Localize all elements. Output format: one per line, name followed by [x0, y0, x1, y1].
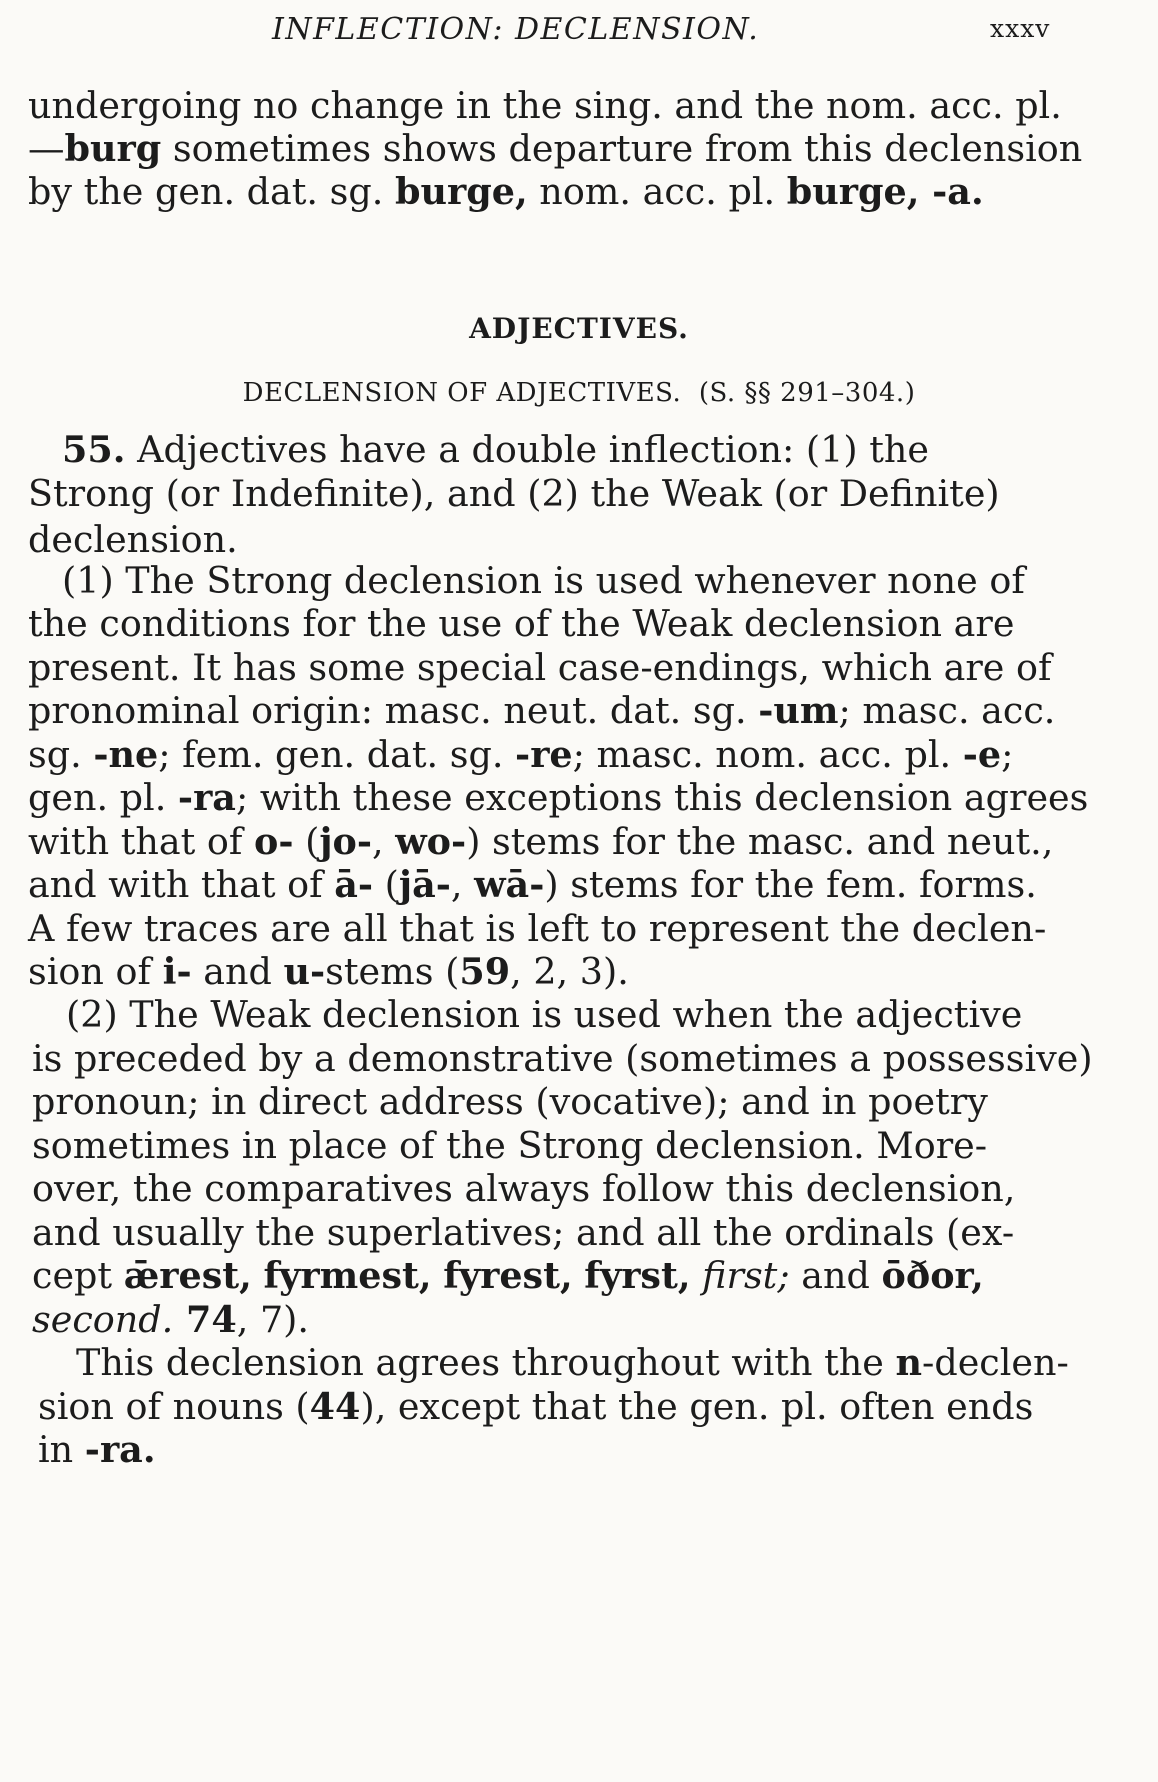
strong-line-2: the conditions for the use of the Weak declension are [28, 602, 1015, 645]
strong-line-6: gen. pl. -ra; with these exceptions this declension agrees [28, 776, 1089, 819]
weak-line-2: is preceded by a demonstrative (sometimes a possessive) [32, 1037, 1093, 1080]
intro-line-2: —burg sometimes shows departure from this declension [28, 127, 1083, 170]
subsection-title: DECLENSION OF ADJECTIVES. (S. §§ 291–304.) [242, 378, 916, 408]
weak-line-4: sometimes in place of the Strong declension. More- [32, 1124, 988, 1167]
strong-line-3: present. It has some special case-endings, which are of [28, 646, 1052, 689]
weak-line-7: cept ǣrest, fyrmest, fyrest, fyrst, first; and ōðor, [32, 1254, 984, 1297]
intro-line-1: undergoing no change in the sing. and the nom. acc. pl. [28, 84, 1062, 127]
weak-line-8: second. 74, 7). [32, 1298, 310, 1341]
section-number: 55. [62, 428, 126, 471]
strong-line-1: (1) The Strong declension is used whenever none of [62, 559, 1025, 602]
strong-line-4: pronominal origin: masc. neut. dat. sg. -um; masc. acc. [28, 689, 1056, 732]
para55-line-3: declension. [28, 518, 238, 561]
final-line-3: in -ra. [38, 1428, 156, 1471]
strong-line-8: and with that of ā- (jā-, wā-) stems for the fem. forms. [28, 863, 1037, 906]
strong-line-7: with that of o- (jo-, wo-) stems for the masc. and neut., [28, 820, 1054, 863]
para55-line-1: 55. Adjectives have a double inflection: (1) the [62, 428, 930, 471]
weak-line-5: over, the comparatives always follow this declension, [32, 1167, 1016, 1210]
final-line-1: This declension agrees throughout with the n-declen- [76, 1341, 1069, 1384]
final-line-2: sion of nouns (44), except that the gen. pl. often ends [38, 1385, 1034, 1428]
page-header [0, 8, 1158, 56]
page-number: xxxv [990, 14, 1051, 43]
strong-line-9: A few traces are all that is left to represent the declen- [28, 907, 1047, 950]
intro-line-3: by the gen. dat. sg. burge, nom. acc. pl. burge, -a. [28, 170, 984, 213]
weak-line-6: and usually the superlatives; and all the ordinals (ex- [32, 1211, 1015, 1254]
section-title: ADJECTIVES. [469, 312, 689, 345]
running-head: INFLECTION: DECLENSION. [272, 12, 760, 47]
strong-line-10: sion of i- and u-stems (59, 2, 3). [28, 950, 629, 993]
weak-line-1: (2) The Weak declension is used when the adjective [66, 993, 1023, 1036]
weak-line-3: pronoun; in direct address (vocative); and in poetry [32, 1080, 988, 1123]
strong-line-5: sg. -ne; fem. gen. dat. sg. -re; masc. nom. acc. pl. -e; [28, 733, 1014, 776]
para55-line-2: Strong (or Indefinite), and (2) the Weak (or Definite) [28, 472, 1000, 515]
